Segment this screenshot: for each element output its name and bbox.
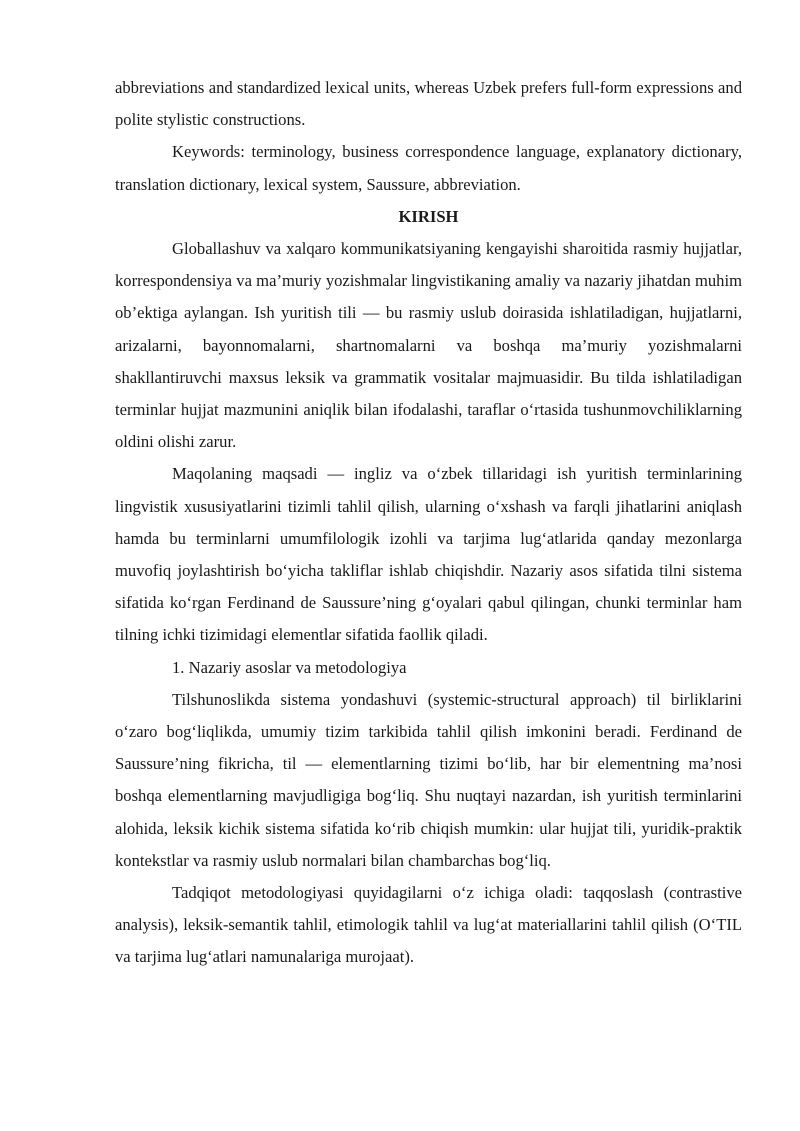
section-1-paragraph-1: Tilshunoslikda sistema yondashuvi (systemic-structural approach) til birliklarini o‘zaro bog‘liqlikda, umumiy tizim tarkibida tahlil qilish imkonini beradi. Ferdinand de Saussure’ning fikricha, til — elementlarning tizimi bo‘lib, har bir elementning ma’nosi boshqa elementlarning mavjudligiga bog‘liq. Shu nuqtayi nazardan, ish yuritish terminlarini alohida, leksik kichik sistema sifatida ko‘rib chiqish mumkin: ular hujjat tili, yuridik-praktik kontekstlar va rasmiy uslub normalari bilan chambarchas bog‘liq. bbox=[115, 689, 742, 870]
section-1-paragraph-2: Tadqiqot metodologiyasi quyidagilarni o‘z ichiga oladi: taqqoslash (contrastive analysis), leksik-semantik tahlil, etimologik tahlil va lug‘at materiallarini tahlil qilish (O‘TIL va tarjima lug‘atlari namunalariga murojaat). bbox=[115, 883, 742, 967]
document-page bbox=[115, 72, 742, 974]
intro-paragraph-1: Globallashuv va xalqaro kommunikatsiyaning kengayishi sharoitida rasmiy hujjatlar, korrespondensiya va ma’muriy yozishmalar lingvistikaning amaliy va nazariy jihatdan muhim ob’ektiga aylangan. Ish yuritish tili — bu rasmiy uslub doirasida ishlatiladigan, hujjatlarni, arizalarni, bayonnomalarni, shartnomalarni va boshqa ma’muriy yozishmalarni shakllantiruvchi maxsus leksik va grammatik vositalar majmuasidir. Bu tilda ishlatiladigan terminlar hujjat mazmunini aniqlik bilan ifodalashi, taraflar o‘rtasida tushunmovchiliklarning oldini olishi zarur. bbox=[115, 239, 742, 452]
abstract-continuation: abbreviations and standardized lexical units, whereas Uzbek prefers full-form expressions and polite stylistic constructions. bbox=[115, 78, 742, 130]
section-1-title: 1. Nazariy asoslar va metodologiya bbox=[172, 657, 407, 677]
keywords-paragraph: Keywords: terminology, business correspondence language, explanatory dictionary, translation dictionary, lexical system, Saussure, abbreviation. bbox=[115, 142, 742, 194]
intro-heading: KIRISH bbox=[398, 206, 459, 226]
intro-paragraph-2: Maqolaning maqsadi — ingliz va o‘zbek tillaridagi ish yuritish terminlarining lingvistik xususiyatlarini tizimli tahlil qilish, ularning o‘xshash va farqli jihatlarini aniqlash hamda bu terminlarni umumfilologik izohli va tarjima lug‘atlarida qanday mezonlarga muvofiq joylashtirish bo‘yicha takliflar ishlab chiqishdir. Nazariy asos sifatida tilni sistema sifatida ko‘rgan Ferdinand de Saussure’ning g‘oyalari qabul qilingan, chunki terminlar ham tilning ichki tizimidagi elementlar sifatida faollik qiladi. bbox=[115, 464, 742, 645]
